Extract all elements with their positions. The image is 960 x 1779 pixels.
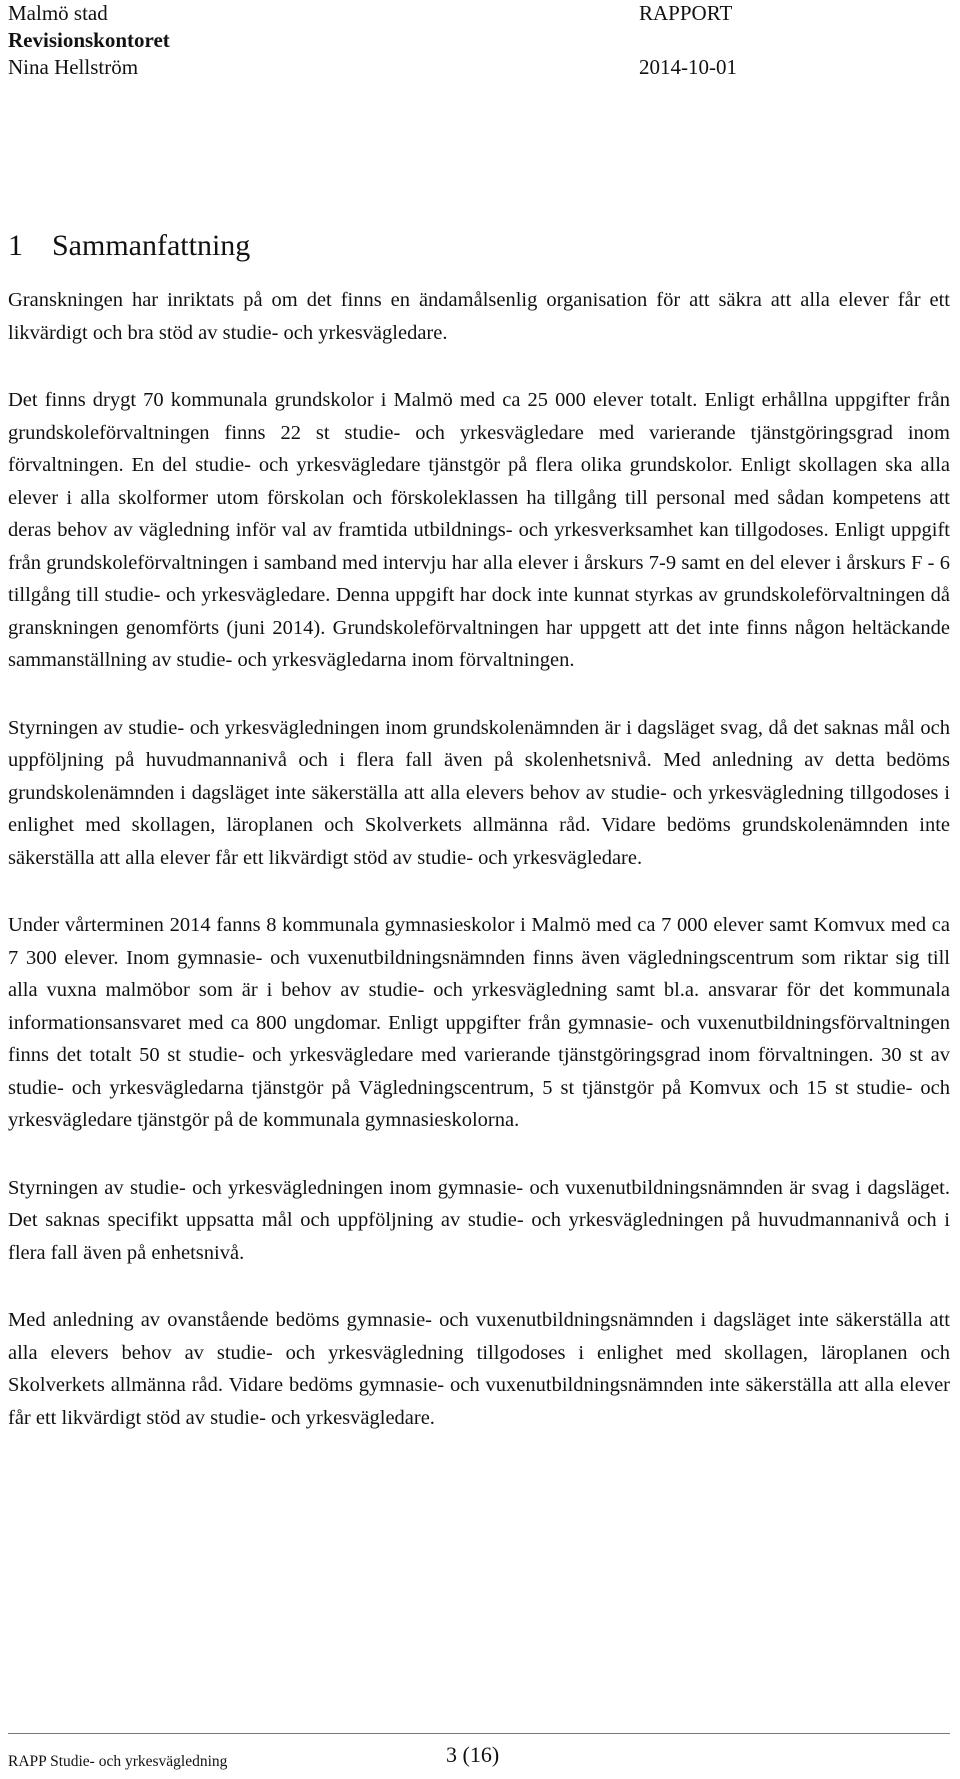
paragraph: Styrningen av studie- och yrkesvägledningen inom gymnasie- och vuxenutbildningsnämnden är svag i dagsläget. Det saknas specifikt uppsatta mål och uppföljning av studie- och yrkesvägledningen på huvudmannanivå och i flera fall även på enhetsnivå. bbox=[8, 1176, 950, 1264]
page-header bbox=[8, 0, 768, 81]
paragraph: Med anledning av ovanstående bedöms gymnasie- och vuxenutbildningsnämnden i dagsläget inte säkerställa att alla elevers behov av studie- och yrkesvägledning tillgodoses i enlighet med skollagen, läroplanen och Skolverkets allmänna råd. Vidare bedöms gymnasie- och vuxenutbildningsnämnden inte säkerställa att alla elever får ett likvärdigt stöd av studie- och yrkesvägledare. bbox=[8, 1309, 950, 1429]
header-row-2 bbox=[8, 27, 768, 54]
page-footer bbox=[8, 1741, 950, 1773]
header-date: 2014-10-01 bbox=[639, 55, 737, 79]
header-row-1 bbox=[8, 0, 768, 27]
paragraph: Det finns drygt 70 kommunala grundskolor i Malmö med ca 25 000 elever totalt. Enligt erhållna uppgifter från grundskoleförvaltningen finns 22 st studie- och yrkesvägledare med varierande tjänstgöringsgrad inom förvaltningen. En del studie- och yrkesvägledare tjänstgör på flera olika grundskolor. Enligt skollagen ska alla elever i alla skolformer utom förskolan och förskoleklassen ha tillgång till personal med sådan kompetens att deras behov av vägledning inför val av framtida utbildnings- och yrkesverksamhet kan tillgodoses. Enligt uppgift från grundskoleförvaltningen i samband med intervju har alla elever i årskurs 7-9 samt en del elever i årskurs F - 6 tillgång till studie- och yrkesvägledare. Denna uppgift har dock inte kunnat styrkas av grundskoleförvaltningen då granskningen genomförts (juni 2014). Grundskoleförvaltningen har uppgett att det inte finns någon heltäckande sammanställning av studie- och yrkesvägledarna inom förvaltningen. bbox=[8, 389, 950, 671]
paragraph: Under vårterminen 2014 fanns 8 kommunala gymnasieskolor i Malmö med ca 7 000 elever samt Komvux med ca 7 300 elever. Inom gymnasie- och vuxenutbildningsnämnden finns även vägledningscentrum som riktar sig till alla vuxna malmöbor som är i behov av studie- och yrkesvägledning samt bl.a. ansvarar för det kommunala informationsansvaret med ca 800 ungdomar. Enligt uppgifter från gymnasie- och vuxenutbildningsförvaltningen finns det totalt 50 st studie- och yrkesvägledare med varierande tjänstgöringsgrad inom förvaltningen. 30 st av studie- och yrkesvägledarna tjänstgör på Vägledningscentrum, 5 st tjänstgör på Komvux och 15 st studie- och yrkesvägledare tjänstgör på de kommunala gymnasieskolorna. bbox=[8, 914, 950, 1131]
footer-page-number: 3 (16) bbox=[446, 1742, 500, 1767]
header-author: Nina Hellström bbox=[8, 55, 139, 79]
footer-doc-name: RAPP Studie- och yrkesvägledning bbox=[8, 1753, 228, 1770]
header-doc-type: RAPPORT bbox=[639, 1, 733, 25]
summary-body bbox=[8, 284, 950, 1469]
section-number: 1 bbox=[8, 229, 23, 262]
footer-divider bbox=[8, 1733, 950, 1734]
section-title: Sammanfattning bbox=[52, 229, 251, 262]
paragraph: Styrningen av studie- och yrkesvägledningen inom grundskolenämnden är i dagsläget svag, då det saknas mål och uppföljning på huvudmannanivå och i flera fall även på skolenhetsnivå. Med anledning av detta bedöms grundskolenämnden i dagsläget inte säkerställa att alla elevers behov av studie- och yrkesvägledning tillgodoses i enlighet med skollagen, läroplanen och Skolverkets allmänna råd. Vidare bedöms grundskolenämnden inte säkerställa att alla elever får ett likvärdigt stöd av studie- och yrkesvägledare. bbox=[8, 716, 950, 869]
header-org: Malmö stad bbox=[8, 1, 108, 25]
section-heading bbox=[8, 228, 250, 264]
header-dept: Revisionskontoret bbox=[8, 28, 170, 52]
header-row-3 bbox=[8, 54, 768, 81]
paragraph: Granskningen har inriktats på om det finns en ändamålsenlig organisation för att säkra att alla elever får ett likvärdigt och bra stöd av studie- och yrkesvägledare. bbox=[8, 289, 950, 344]
